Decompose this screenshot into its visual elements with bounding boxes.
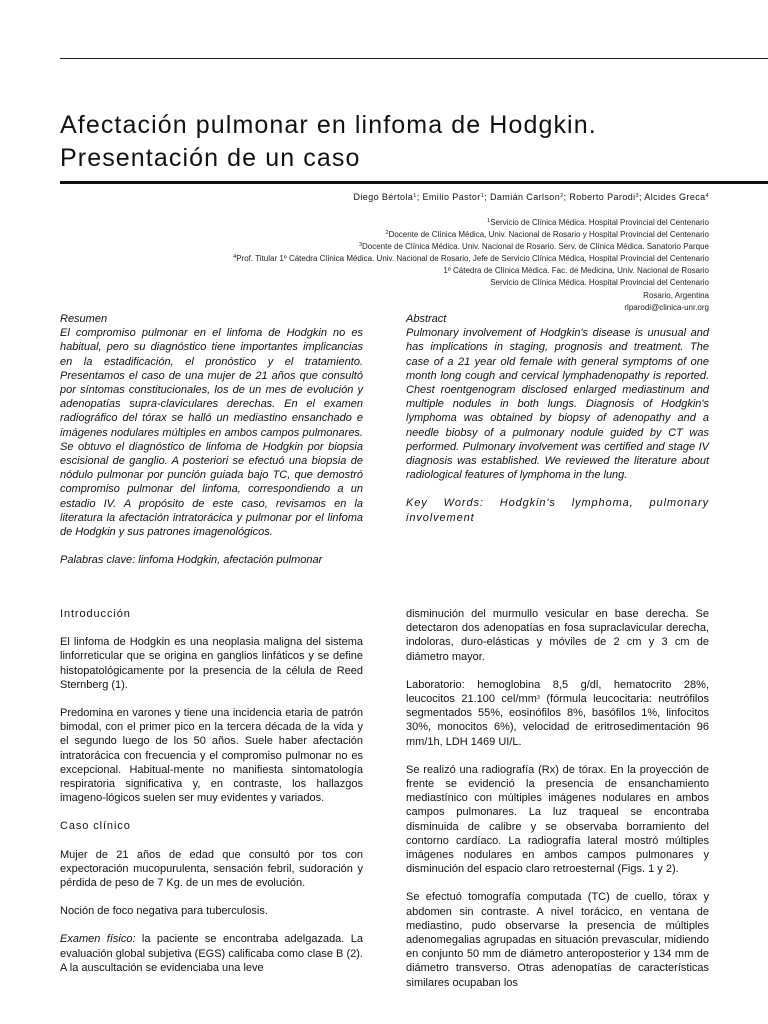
- author-affil-mark: 2: [560, 193, 564, 199]
- lab-text: (fórmula leucocitaria: neutrófilos segmentados 55%, eosinófilos 8%, basófilos 1%, linfocitos 30%, monocitos 6%), velocidad de eritrosedimentación 96 mm/1h, LDH 1469 UI/L.: [406, 693, 709, 748]
- author-affil-mark: 1: [480, 193, 485, 199]
- affiliation-line: [69, 253, 709, 265]
- body-paragraph: [406, 678, 709, 749]
- top-rule: [60, 58, 768, 59]
- affil-mark: 4: [233, 254, 237, 261]
- abstract-heading: Abstract: [406, 313, 447, 325]
- lab-text: Laboratorio: hemoglobina 8,5 g/dl, hematocrito 28%, leucocitos 21.100 cel/mm: [406, 678, 709, 706]
- title-line-2: Presentación de un caso: [60, 144, 361, 172]
- author-affil-mark: 4: [705, 193, 709, 199]
- affiliations: [69, 217, 709, 314]
- case-heading: Caso clínico: [60, 820, 131, 833]
- lab-superscript: 3: [536, 695, 540, 702]
- author-list: [353, 192, 709, 202]
- body-paragraph: Se efectuó tomografía computada (TC) de cuello, tórax y abdomen sin contraste. A nivel torácico, en ventana de mediastino, pudo observarse la presencia de múltiples adenomegalias agrupadas en situación prevascular, midiendo en conjunto 50 mm de diámetro anteroposterior y 134 mm de diámetro transverso. Otras adenopatías de características similares ocupaban los: [406, 891, 709, 989]
- affiliation-line: [69, 217, 709, 229]
- author-affil-mark: 3: [635, 193, 639, 199]
- affil-mark: 3: [358, 242, 362, 249]
- body-paragraph: Mujer de 21 años de edad que consultó por tos con expectoración mucopurulenta, sensación febril, sudoración y pérdida de peso de 7 Kg. de un mes de evolución.: [60, 848, 363, 890]
- affiliation-line: Rosario, Argentina: [643, 290, 709, 300]
- resumen-keywords: Palabras clave: linfoma Hodgkin, afectación pulmonar: [60, 554, 323, 567]
- affiliation-line: 1º Cátedra de Clínica Médica. Fac. de Medicina, Univ. Nacional de Rosario: [443, 266, 709, 276]
- intro-heading: Introducción: [60, 608, 131, 620]
- affil-text: Servicio de Clínica Médica. Hospital Provincial del Centenario: [490, 218, 709, 227]
- title-line-1: Afectación pulmonar en linfoma de Hodgkin.: [60, 111, 597, 139]
- affiliation-line: [69, 229, 709, 241]
- abstract-section: [406, 312, 709, 525]
- abstract-text: Pulmonary involvement of Hodgkin's disease is unusual and has implications in staging, prognosis and treatment. The case of a 21 year old female with general symptoms of one month long cough and cervical lymphadenopathy is reported. Chest roentgenogram disclosed enlarged mediastinum and multiple nodules in both lungs. Diagnosis of Hodgkin's lymphoma was obtained by biopsy of adenopathy and a needle biobsy of a pulmonary nodule guided by CT was performed. Pulmonary involvement was certified and stage IV diagnosis was established. We reviewed the literature about radiological features of lymphoma in the lung.: [406, 327, 709, 482]
- author-name: Diego Bértola: [353, 192, 414, 202]
- body-paragraph: disminución del murmullo vesicular en base derecha. Se detectaron dos adenopatías en fosa supraclavicular derecha, indoloras, duro-elásticas y móviles de 2 cm y 3 cm de diámetro mayor.: [406, 608, 709, 663]
- body-paragraph: El linfoma de Hodgkin es una neoplasia maligna del sistema linforreticular que se origina en ganglios linfáticos y se define histopatológicamente por la presencia de la célula de Reed Sternberg (1).: [60, 636, 363, 691]
- body-paragraph: Noción de foco negativa para tuberculosis.: [60, 905, 268, 918]
- affil-mark: 1: [487, 218, 491, 224]
- affil-text: Prof. Titular 1º Cátedra Clínica Médica. Univ. Nacional de Rosario, Jefe de Servicio Clínica Médica, Hospital Provincial del Centenario: [236, 254, 709, 264]
- affiliation-line: [69, 241, 709, 253]
- title-rule: [60, 181, 768, 184]
- exam-label: Examen físico:: [60, 933, 136, 946]
- body-paragraph: [60, 932, 363, 975]
- resumen-heading: Resumen: [60, 313, 108, 325]
- article-title: [60, 109, 760, 175]
- body-left-column: [60, 607, 363, 975]
- author-name: ; Emilio Pastor: [416, 192, 481, 202]
- author-name: ; Alcides Greca: [639, 192, 706, 202]
- body-paragraph: Se realizó una radiografía (Rx) de tórax. En la proyección de frente se evidenció la presencia de ensanchamiento mediastínico con múltiples imágenes nodulares en ambos campos pulmonares. La luz traqueal se encontraba disminuida de calibre y se observaba borramiento del contorno cardíaco. La radiografía lateral mostró múltiples imágenes nodulares en ambos campos pulmonares y disminución del espacio claro retroesternal (Figs. 1 y 2).: [406, 763, 709, 876]
- resumen-section: [60, 312, 363, 567]
- contact-email: rlparodi@clinica-unr.org: [624, 302, 709, 312]
- abstract-keywords: Key Words: Hodgkin's lymphoma, pulmonary involvement: [406, 497, 709, 524]
- affil-mark: 2: [385, 230, 389, 237]
- author-name: ; Roberto Parodi: [563, 192, 636, 202]
- body-paragraph: Predomina en varones y tiene una incidencia etaria de patrón bimodal, con el primer pico en la tercera década de la vida y el segundo luego de los 50 años. Suele haber afectación intratorácica con frecuencia y el compromiso pulmonar no es excepcional. Habitual-mente no manifiesta sintomatología respiratoria significativa y, en contraste, los hallazgos imageno-lógicos suelen ser muy evidentes y variados.: [60, 707, 363, 805]
- resumen-text: El compromiso pulmonar en el linfoma de Hodgkin no es habitual, pero su diagnóstico tiene importantes implicancias en la estadificación, el pronóstico y el tratamiento. Presentamos el caso de una mujer de 21 años que consultó por síntomas constitucionales, los de un mes de evolución y adenopatías supra-claviculares derechas. En el examen radiográfico del tórax se halló un mediastino ensanchado e imágenes nodulares múltiples en ambos campos pulmonares. Se obtuvo el diagnóstico de linfoma de Hodgkin por biopsia escisional de ganglio. A posteriori se efectuó una biopsia de nódulo pulmonar por punción guiada bajo TC, que demostró compromiso pulmonar del linfoma, correspondiendo a un estadio IV. A propósito de este caso, revisamos en la literatura la afectación intratorácica y pulmonar por el linfoma de Hodgkin y sus patrones imagenológicos.: [60, 327, 363, 539]
- affil-text: Docente de Clínica Médica. Univ. Nacional de Rosario. Serv. de Clínica Médica. Sanatorio Parque: [362, 242, 709, 252]
- body-right-column: [406, 607, 709, 990]
- exam-text: la paciente se encontraba adelgazada. La evaluación global subjetiva (EGS) calificaba como clase B (2). A la auscultación se evidenciaba una leve: [60, 933, 364, 974]
- author-name: ; Damián Carlson: [484, 192, 561, 202]
- affiliation-line: Servicio de Clínica Médica. Hospital Provincial del Centenario: [490, 278, 709, 288]
- affil-text: Docente de Clínica Médica, Univ. Nacional de Rosario y Hospital Provincial del Centenario: [388, 230, 709, 240]
- author-affil-mark: 1: [413, 193, 417, 199]
